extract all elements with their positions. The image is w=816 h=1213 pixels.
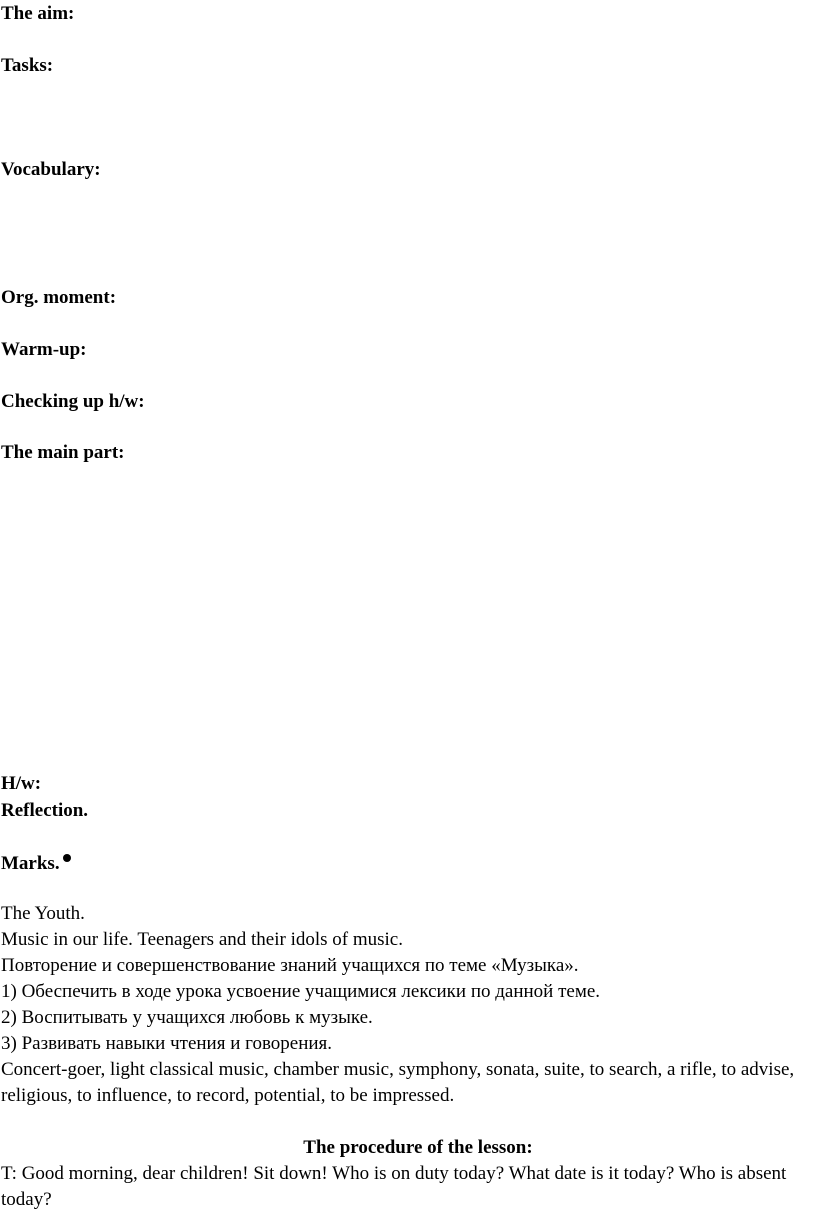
label-tasks: Tasks: [1, 55, 54, 76]
label-aim: The aim: [1, 3, 75, 24]
label-main-part: The main part: [1, 442, 125, 463]
procedure-heading: The procedure of the lesson: [303, 1137, 533, 1158]
spacer [1, 1109, 813, 1135]
label-vocabulary: Vocabulary: [1, 159, 101, 180]
label-warm-up: Warm-up: [1, 339, 87, 360]
vocabulary-text: Concert-goer, light classical music, chamber music, symphony, sonata, suite, to search, a rifle, to advise, religious, to influence, to record, potential, to be impressed. [1, 1059, 795, 1106]
label-org-moment: Org. moment: [1, 287, 117, 308]
bullet-icon [63, 854, 71, 862]
task-3: 3) Развивать навыки чтения и говорения. [1, 1033, 333, 1054]
task-2: 2) Воспитывать у учащихся любовь к музыке. [1, 1007, 373, 1028]
label-marks [1, 851, 71, 877]
task-1: 1) Обеспечить в ходе урока усвоение учащимися лексики по данной теме. [1, 981, 601, 1002]
lesson-body [1, 901, 813, 1213]
teacher-greeting: T: Good morning, dear children! Sit down! Who is on duty today? What date is it today? Who is absent today? [1, 1163, 787, 1210]
label-hw: H/w: [1, 773, 42, 794]
label-reflection: Reflection. [1, 800, 89, 821]
subtopic-line: Music in our life. Teenagers and their idols of music. [1, 929, 403, 950]
label-checking-hw: Checking up h/w: [1, 391, 145, 412]
marks-text: Marks. [1, 853, 60, 874]
aim-text: Повторение и совершенствование знаний учащихся по теме «Музыка». [1, 955, 579, 976]
topic-line: The Youth. [1, 903, 85, 924]
